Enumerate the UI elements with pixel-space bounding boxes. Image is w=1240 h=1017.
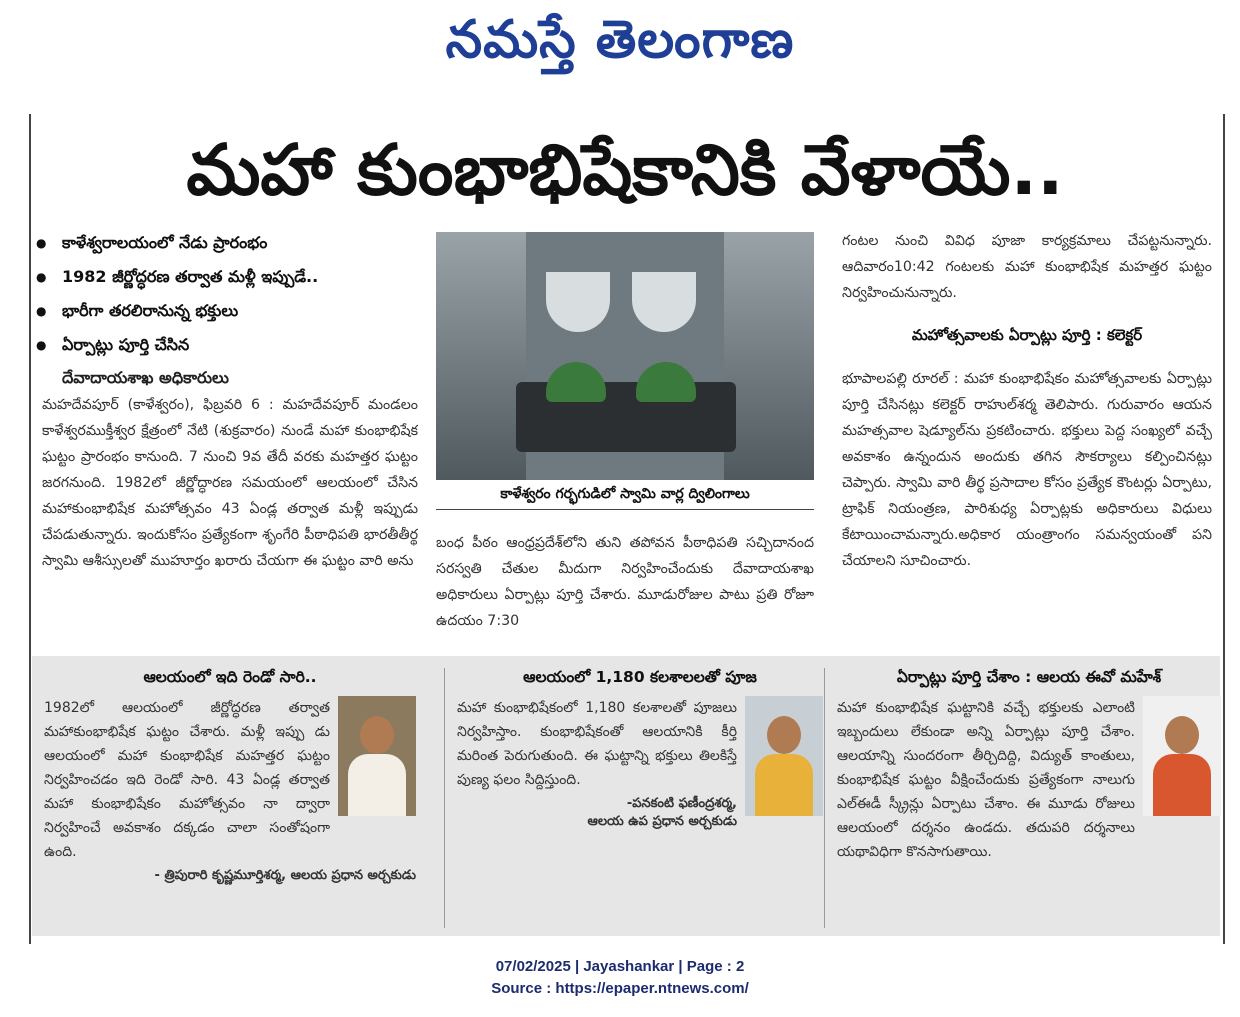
linga	[546, 362, 606, 402]
quote-title: ఏర్పాట్లు పూర్తి చేశాం : ఆలయ ఈవో మహేశ్	[896, 668, 1162, 686]
source-link[interactable]: Source : https://epaper.ntnews.com/	[491, 980, 749, 997]
bullet-item: ● భారీగా తరలిరానున్న భక్తులు	[36, 294, 426, 328]
collector-subheading: మహోత్సవాలకు ఏర్పాట్లు పూర్తి : కలెక్టర్	[911, 326, 1143, 344]
article-column-1: మహదేవపూర్ (కాళేశ్వరం), ఫిబ్రవరి 6 : మహదేవపూర్ మండలం కాళేశ్వరముక్తీశ్వర క్షేత్రంలో నేటి (శుక్రవారం) నుండే మహా కుంభాభిషేక ఘట్టం ప్రారంభం కానుంది. 7 నుంచి 9వ తేదీ వరకు మహత్తర ఘట్టం జరగనుంది. 1982లో జీర్ణోద్ధారణ సమయంలో ఆలయంలో చేసిన మహాకుంభాభిషేక మహోత్సవం 43 ఏండ్ల తర్వాత మళ్లీ ఇప్పుడు చేపడుతున్నారు. ఇందుకోసం ప్రత్యేకంగా శృంగేరి పీఠాధిపతి భారతీతీర్థ స్వామి ఆశీస్సులతో ముహూర్తం ఖరారు చేయగా ఈ ఘట్టం వారి అను	[42, 397, 418, 569]
hanging-vessel	[546, 272, 610, 332]
article-column-3b: భూపాలపల్లి రూరల్ : మహా కుంభాభిషేకం మహోత్సవాలకు ఏర్పాట్లు పూర్తి చేసినట్లు కలెక్టర్ రాహుల్‌శర్మ తెలిపారు. గురువారం ఆయన మహత్సవాల షెడ్యూల్‌ను ప్రకటించారు. భక్తులు పెద్ద సంఖ్యలో వచ్చే అవకాశం ఉన్నందున అందుకు తగిన సౌకర్యాలు కల్పించినట్లు చెప్పారు. స్వామి వారి తీర్థ ప్రసాదాల కోసం ప్రత్యేక కౌంటర్లు ఏర్పాటు, ట్రాఫిక్ నియంత్రణ, పారిశుధ్య ఏర్పాట్లకు అధికారులు విధులు కేటాయించామన్నారు.అధికార యంత్రాంగం సమన్వయంతో పని చేయాలని సూచించారు.	[842, 371, 1212, 569]
photo-caption: కాళేశ్వరం గర్భగుడిలో స్వామి వార్ల ద్విలింగాలు	[436, 486, 814, 510]
priest-photo	[338, 696, 416, 816]
bullet-item: ● ఏర్పాట్లు పూర్తి చేసిన	[36, 328, 426, 362]
quote-box-1	[44, 668, 416, 928]
quote-box-3	[824, 668, 1221, 928]
edition-info: 07/02/2025 | Jayashankar | Page : 2	[495, 958, 745, 975]
article-column-2: బంధ పీఠం ఆంధ్రప్రదేశ్‌లోని తుని తపోవన పీఠాధిపతి సచ్చిదానంద సరస్వతి చేతుల మీదుగా నిర్వహించేందుకు దేవాదాయశాఖ అధికారులు ఏర్పాట్లు పూర్తి చేశారు. మూడురోజుల పాటు ప్రతి రోజూ ఉదయం 7:30	[436, 535, 814, 629]
quote-signature: - త్రిపురారి కృష్ణమూర్తిశర్మ, ఆలయ ప్రధాన అర్చకుడు	[154, 868, 416, 883]
bullet-item: ● కాళేశ్వరాలయంలో నేడు ప్రారంభం	[36, 226, 426, 260]
page-footer	[0, 956, 1240, 1000]
priest-photo	[745, 696, 823, 816]
pillar-left	[436, 232, 526, 480]
highlight-bullets	[36, 226, 426, 394]
linga	[636, 362, 696, 402]
bullet-item: ● 1982 జీర్ణోద్ధరణ తర్వాత మళ్లీ ఇప్పుడే..	[36, 260, 426, 294]
temple-photo	[436, 232, 814, 480]
quote-text: మహా కుంభాభిషేకంలో 1,180 కలశాలతో పూజలు నిర్వహిస్తాం. కుంభాభిషేకంతో ఆలయానికి కీర్తి మరింత పెరుగుతుంది. ఈ ఘట్టాన్ని భక్తులు తిలకిస్తే పుణ్య ఫలం సిద్దిస్తుంది.	[457, 700, 737, 788]
quote-signature: -పనకంటి ఫణీంద్రశర్మ,	[626, 796, 737, 811]
eo-photo	[1143, 696, 1221, 816]
quote-title: ఆలయంలో 1,180 కలశాలలతో పూజ	[523, 668, 757, 686]
quote-signature-role: ఆలయ ఉప ప్రధాన అర్చకుడు	[587, 814, 737, 829]
quote-title: ఆలయంలో ఇది రెండో సారి..	[143, 668, 317, 686]
page-headline: మహా కుంభాభిషేకానికి వేళాయే..	[186, 129, 1064, 211]
quote-boxes	[32, 656, 1220, 936]
hanging-vessel	[632, 272, 696, 332]
quote-box-2	[444, 668, 823, 928]
quote-text: మహా కుంభాభిషేక ఘట్టానికి వచ్చే భక్తులకు ఎలాంటి ఇబ్బందులు లేకుండా అన్ని ఏర్పాట్లు పూర్తి చేశాం. ఆలయాన్ని సుందరంగా తీర్చిదిద్ది, విద్యుత్ కాంతులు, కుంభాభిషేక ఘట్టం వీక్షించేందుకు ప్రత్యేకంగా నాలుగు ఎల్ఈడీ స్క్రీన్లు ఏర్పాటు చేశాం. ఈ మూడు రోజులు ఆలయంలో దర్శనం ఉండదు. తదుపరి దర్శనాలు యథావిధిగా కొనసాగుతాయి.	[837, 700, 1135, 860]
pillar-right	[724, 232, 814, 480]
bullet-continuation: దేవాదాయశాఖ అధికారులు	[62, 368, 229, 387]
article-column-3: గంటల నుంచి వివిధ పూజా కార్యక్రమాలు చేపట్టనున్నారు. ఆదివారం10:42 గంటలకు మహా కుంభాభిషేక మహత్తర ఘట్టం నిర్వహించునున్నారు.	[842, 233, 1212, 301]
quote-text: 1982లో ఆలయంలో జీర్ణోద్ధరణ తర్వాత మహాకుంభాభిషేక ఘట్టం చేశారు. మళ్లీ ఇప్పు డు ఆలయంలో మహా కుంభాభిషేక మహత్తర ఘట్టం నిర్వహించడం ఇది రెండో సారి. 43 ఏండ్ల తర్వాత మహా కుంభాభిషేకం మహోత్సవం నా ద్వారా నిర్వహించే అవకాశం దక్కడం చాలా సంతోషంగా ఉంది.	[44, 700, 330, 860]
newspaper-masthead: నమస్తే తెలంగాణ	[445, 10, 795, 70]
